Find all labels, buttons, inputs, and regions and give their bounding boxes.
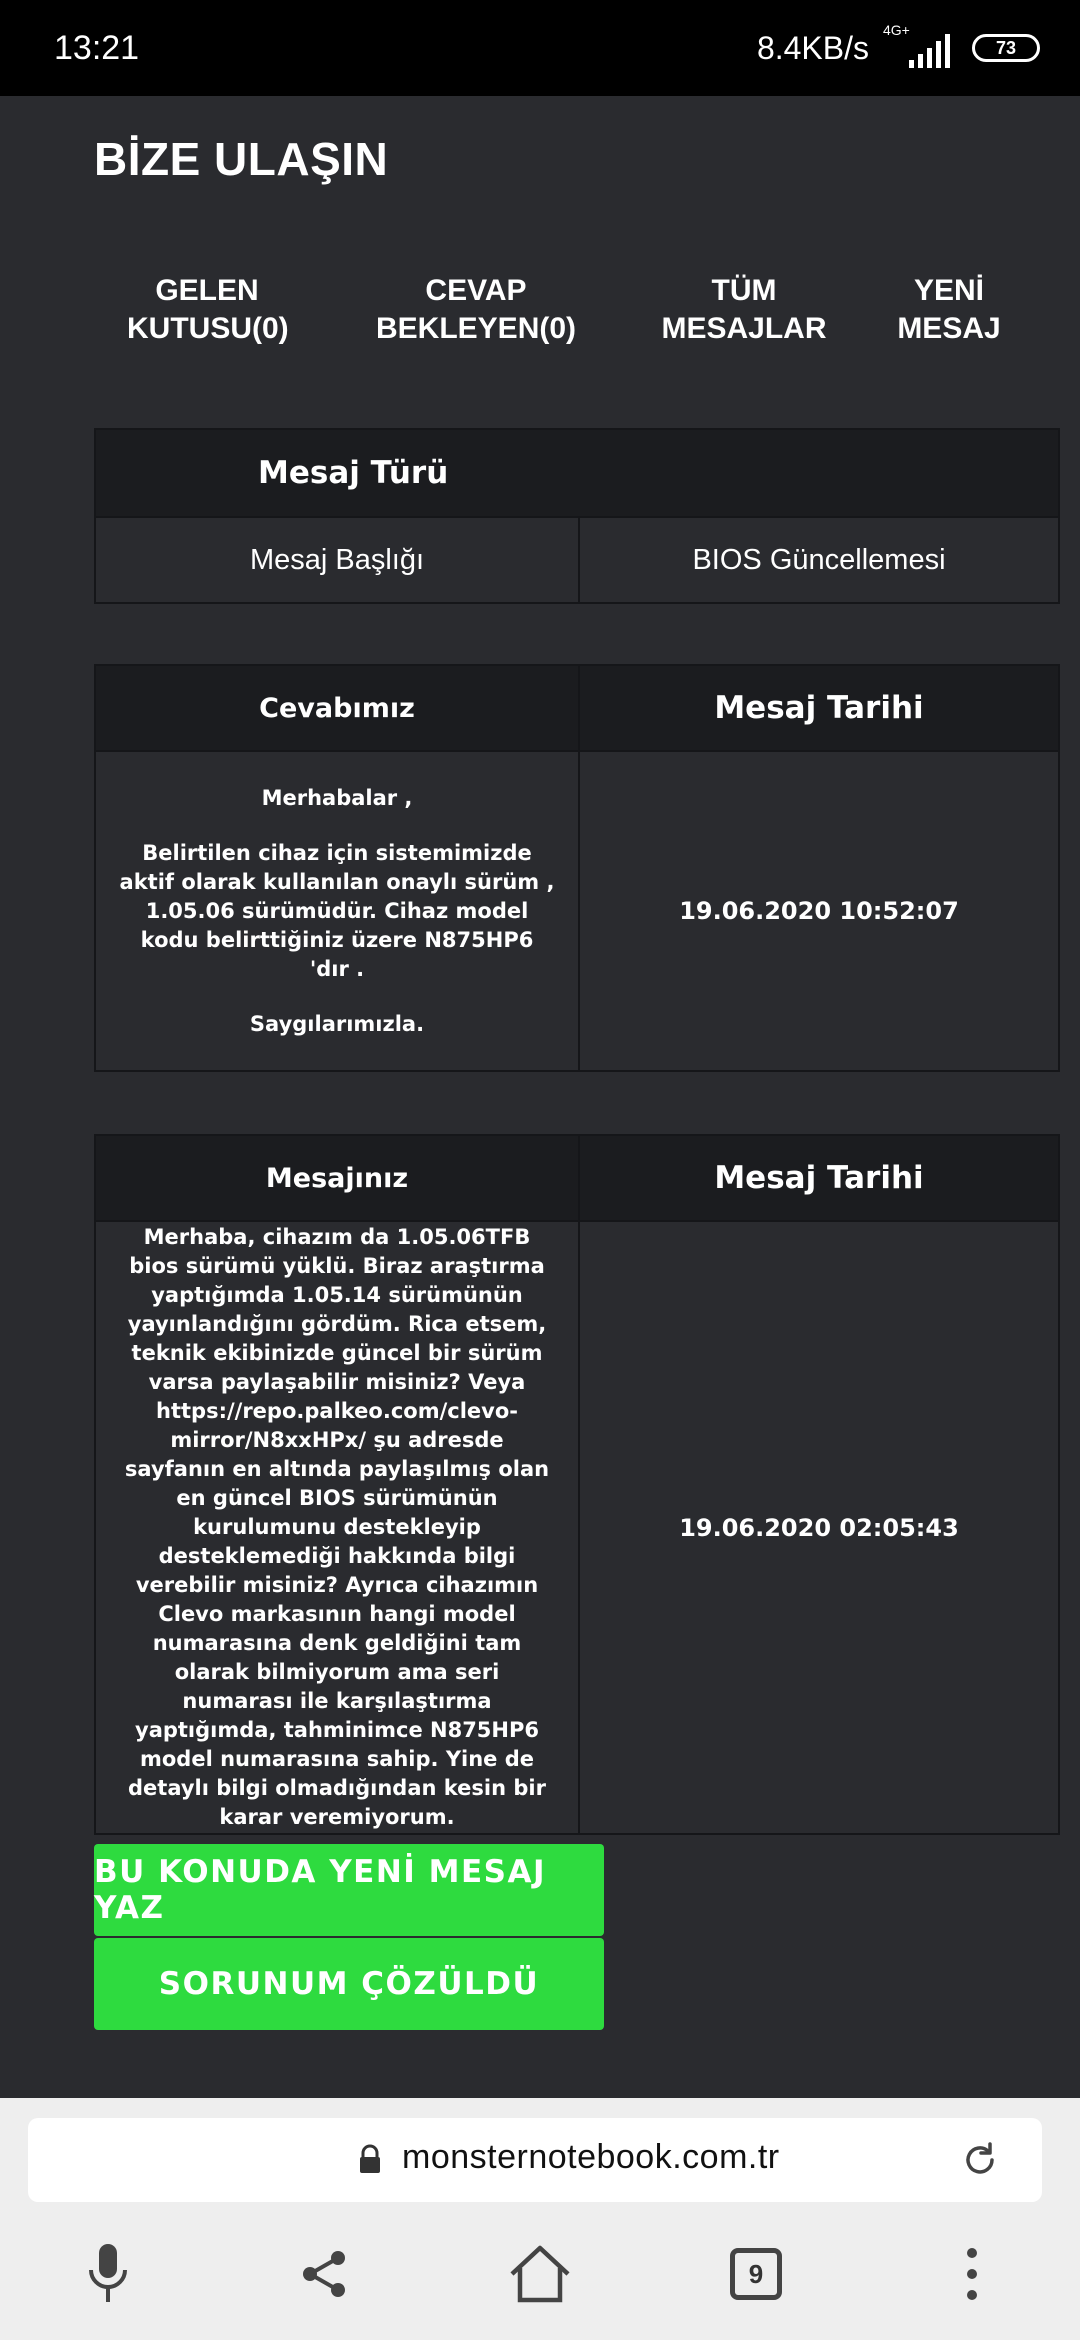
tab-new-line2: MESAJ (897, 312, 1001, 345)
tab-all-line2: MESAJLAR (661, 312, 827, 345)
more-icon[interactable] (932, 2232, 1012, 2316)
reply-date-cell (579, 751, 1059, 1071)
lock-icon (358, 2144, 382, 2179)
status-bar (0, 0, 1080, 96)
tab-inbox[interactable] (127, 272, 287, 348)
tab-awaiting-reply[interactable] (376, 272, 576, 348)
reply-body: Belirtilen cihaz için sistemimizde aktif olarak kullanılan onaylı sürüm , 1.05.06 sürümüdür. Cihaz model kodu belirttiğiniz üzere N875HP6 'dır . (119, 840, 555, 981)
network-type: 4G+ (883, 22, 910, 38)
message-date: 19.06.2020 02:05:43 (679, 1513, 959, 1542)
message-table (94, 1134, 1060, 1835)
tab-inbox-line2: KUTUSU(0) (127, 312, 289, 345)
message-subject-value: BIOS Güncellemesi (579, 517, 1059, 603)
message-type-header: Mesaj Türü (95, 429, 1059, 517)
message-content (95, 1221, 579, 1834)
signal-icon (883, 22, 950, 68)
status-time: 13:21 (54, 28, 140, 67)
reply-table (94, 664, 1060, 1072)
battery-icon (972, 34, 1040, 62)
url-text[interactable]: monsternotebook.com.tr (402, 2138, 780, 2176)
reload-icon[interactable] (960, 2140, 1000, 2185)
reply-closing: Saygılarımızla. (249, 1011, 425, 1036)
tab-awaiting-line2: BEKLEYEN(0) (376, 312, 577, 345)
share-icon[interactable] (284, 2232, 364, 2316)
browser-bar (0, 2098, 1080, 2340)
tab-new-line1: YENİ (913, 274, 985, 307)
page-title: BİZE ULAŞIN (94, 133, 389, 185)
battery-level: 73 (995, 37, 1017, 58)
reply-header: Cevabımız (95, 665, 579, 751)
microphone-icon[interactable] (68, 2232, 148, 2316)
write-new-message-button[interactable]: BU KONUDA YENİ MESAJ YAZ (94, 1844, 604, 1936)
message-date-cell (579, 1221, 1059, 1834)
status-indicators (756, 22, 1040, 68)
problem-solved-button[interactable]: SORUNUM ÇÖZÜLDÜ (94, 1938, 604, 2030)
message-date-header: Mesaj Tarihi (579, 1135, 1059, 1221)
reply-content (95, 751, 579, 1071)
address-bar[interactable] (28, 2118, 1042, 2202)
message-header: Mesajınız (95, 1135, 579, 1221)
message-type-table (94, 428, 1060, 604)
tab-all-messages[interactable] (654, 272, 834, 348)
reply-date: 19.06.2020 10:52:07 (679, 897, 959, 925)
home-icon[interactable] (500, 2232, 580, 2316)
reply-date-header: Mesaj Tarihi (579, 665, 1059, 751)
tab-awaiting-line1: CEVAP (425, 274, 527, 307)
message-tabs (94, 272, 1064, 352)
tab-inbox-line1: GELEN (155, 274, 259, 307)
tab-all-line1: TÜM (711, 274, 777, 307)
net-speed: 8.4KB/s (756, 29, 869, 66)
tabs-icon[interactable] (716, 2232, 796, 2316)
tab-new-message[interactable] (894, 272, 1004, 348)
message-body: Merhaba, cihazım da 1.05.06TFB bios sürümü yüklü. Biraz araştırma yaptığımda 1.05.14 sürümünün yayınlandığını gördüm. Rica etsem, teknik ekibinizde güncel bir sürüm varsa paylaşabilir misiniz? Veya https://repo.palkeo.com/clevo-mirror/N8xxHPx/ şu adresde sayfanın en altında paylaşılmış olan en güncel BIOS sürümünün kurulumunu destekleyip desteklemediği hakkında bilgi verebilir misiniz? Ayrıca cihazımın Clevo markasının hangi model numarasına denk geldiğini tam olarak bilmiyorum ama seri numarası ile karşılaştırma yaptığımda, tahminimce N875HP6 model numarasına sahip. Yine de detaylı bilgi olmadığından kesin bir karar veremiyorum. (124, 1225, 550, 1829)
message-subject-label: Mesaj Başlığı (95, 517, 579, 603)
reply-greeting: Merhabalar , (261, 785, 413, 810)
browser-toolbar (0, 2232, 1080, 2316)
tab-count: 9 (730, 2248, 782, 2300)
